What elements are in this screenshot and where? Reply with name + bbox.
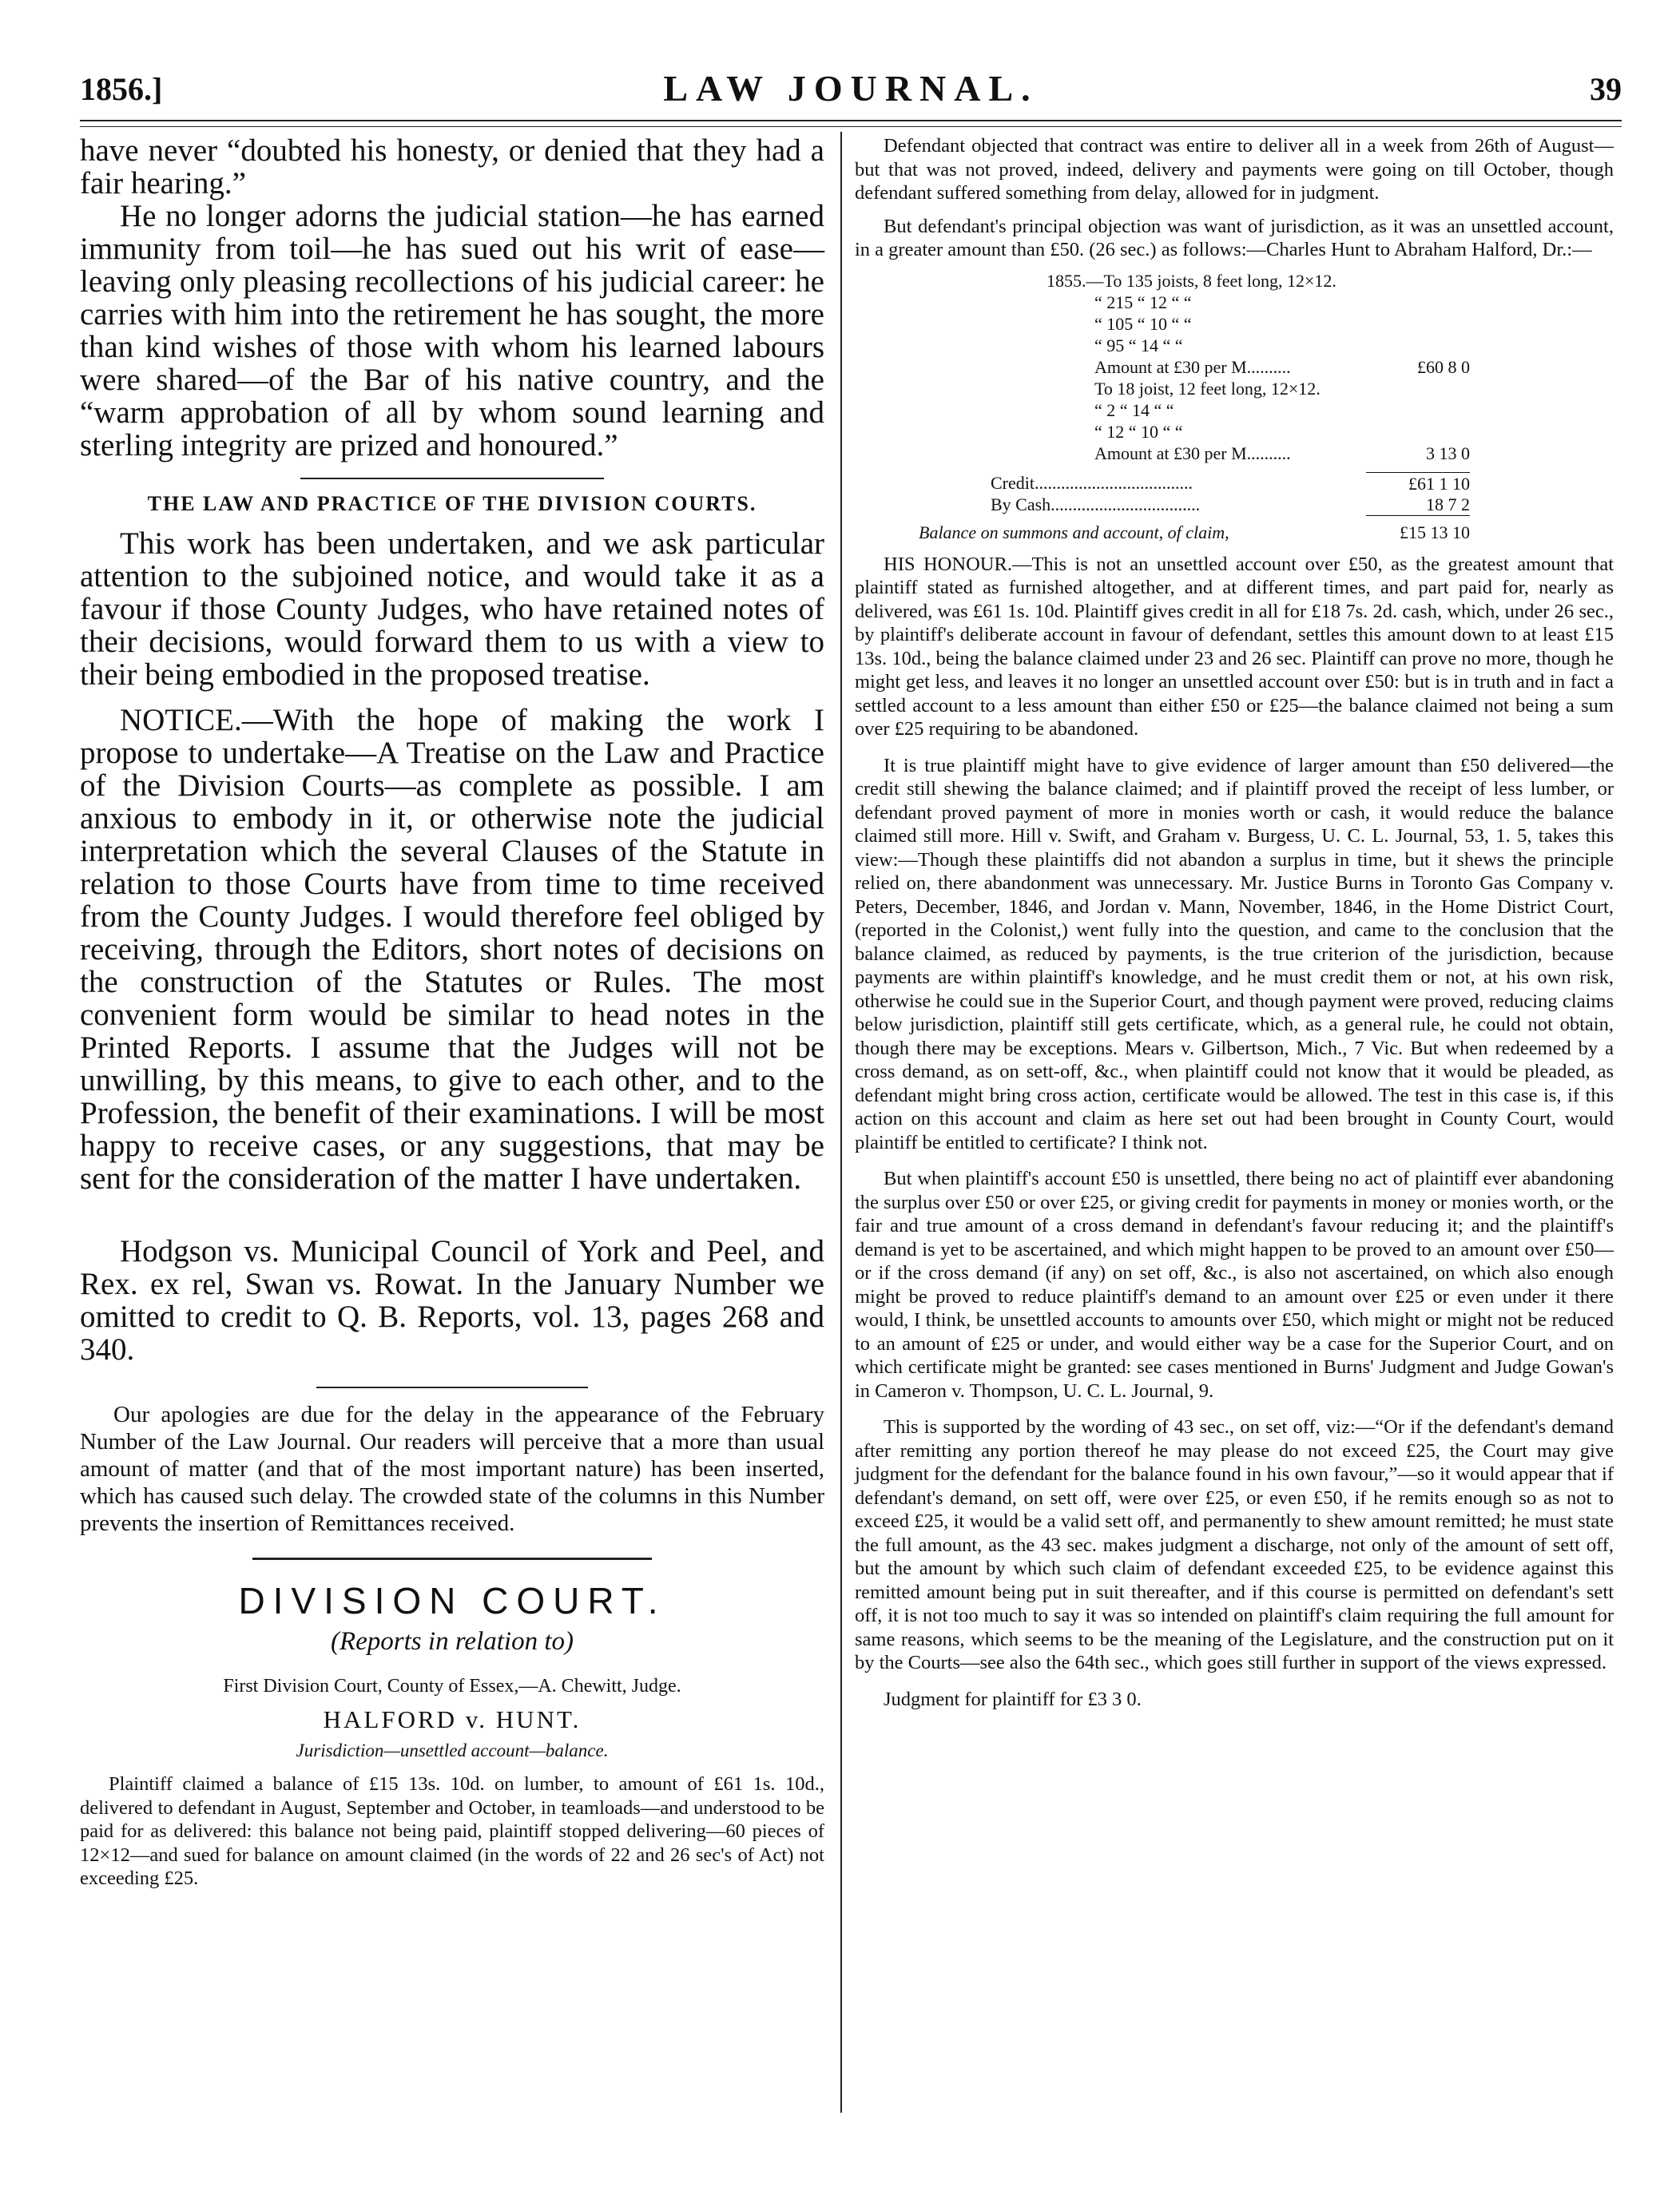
paragraph-set-off: This is supported by the wording of 43 sec., on set off, viz:—“Or if the defendant's demand after remitting any portion thereof he may please do not exceed £25, the Court may give judgment for the defendant for the balance found in his own favour,”—so it would appear that if defendant's demand, on sett off, were over £25, or even £50, if he remits enough so as not to exceed £25, it would be a valid sett off, and permanently to shew amount remitted; he must state the full amount, as the 43 sec. makes judgment a discharge, not only of the amount of sett off, but the amount by which such claim of defendant exceeded £25, to be evidence against this remitted amount being put in suit thereafter, and if this course is permitted on defendant's sett off, it is not too much to say it was so intended on plaintiff's claim requiring the full amount for same reasons, which seems to be the meaning of the Legislature, and the construction put on it by the Courts—see also the 64th sec., which goes still further in support of the views expressed. bbox=[855, 1416, 1614, 1673]
account-label: 1855.—To 135 joists, 8 feet long, 12×12. bbox=[1047, 270, 1336, 291]
account-row bbox=[855, 399, 1614, 421]
section-divider bbox=[300, 478, 604, 479]
paragraph-plaintiff-claim: Plaintiff claimed a balance of £15 13s. 10d. on lumber, to amount of £61 1s. 10d., delivered to defendant in August, September and October, in teamloads—and understood to be paid for as delivered: this balance not being paid, plaintiff stopped delivering—60 pieces of 12×12—and sued for balance on amount claimed (in the words of 22 and 26 sec's of Act) not exceeding £25. bbox=[80, 1773, 824, 1889]
treatise-text bbox=[80, 527, 824, 1195]
judgment-opinion bbox=[855, 553, 1614, 1712]
journal-title: LAW JOURNAL. bbox=[663, 68, 1039, 109]
paragraph-apologies: Our apologies are due for the delay in the appearance of the February Number of the Law Journal. Our readers will perceive that a more than usual amount of matter (and that of the most important nature) has been inserted, which has caused such delay. The crowded state of the columns in this Number prevents the insertion of Remittances received. bbox=[80, 1402, 824, 1536]
header-year: 1856.] bbox=[80, 71, 163, 107]
account-row bbox=[855, 335, 1614, 356]
header-rule-thin bbox=[80, 126, 1622, 127]
paragraph-evidence: It is true plaintiff might have to give evidence of larger amount than £50 delivered—the credit still shewing the balance claimed; and if plaintiff proved the receipt of less lumber, or defendant proved payment of more in monies worth or cash, it would reduce the balance claimed still more. Hill v. Swift, and Graham v. Burgess, U. C. L. Journal, 53, 1. 5, takes this view:—Though these plaintiffs did not abandon a surplus in time, but it shews the principle relied on, there abandonment was unnecessary. Mr. Justice Burns in Toronto Gas Company v. Peters, December, 1846, and Jordan v. Mann, November, 1846, in the Home District Court, (reported in the Colonist,) went fully into the question, and came to the conclusion that the balance claimed, as reduced by payments, is the true criterion of the jurisdiction, because payments are within plaintiff's knowledge, and he must credit them or not, at his own risk, otherwise he could sue in the Superior Court, and though payment were proved, reducing claims below jurisdiction, plaintiff still gets certificate, which, as a general rule, he could not obtain, though there may be exceptions. Mears v. Gilbertson, Mich., 7 Vic. But when redeemed by a cross demand, as on sett-off, &c., when plaintiff could not know that it would be pleaded, as defendant might bring cross action, certificate would be allowed. The test in this case is, if this action on this account and claim as here set out had been brought in County Court, would plaintiff be entitled to certificate? I think not. bbox=[855, 754, 1614, 1153]
account-row bbox=[855, 494, 1614, 515]
account-label: “ 215 “ 12 “ “ bbox=[1094, 292, 1192, 312]
account-row bbox=[855, 472, 1614, 494]
account-label: To 18 joist, 12 feet long, 12×12. bbox=[1094, 378, 1321, 399]
erratum-text bbox=[80, 1235, 824, 1366]
account-row bbox=[855, 522, 1614, 543]
account-amount: 18 7 2 bbox=[1366, 494, 1470, 516]
apology-text bbox=[80, 1401, 824, 1537]
page-number: 39 bbox=[1590, 71, 1622, 107]
case-court-line: First Division Court, County of Essex,—A. Chewitt, Judge. bbox=[223, 1676, 681, 1697]
account-row bbox=[855, 313, 1614, 335]
running-header bbox=[80, 70, 1622, 110]
account-label: Amount at £30 per M.......... bbox=[1094, 356, 1291, 377]
division-court-subtitle: (Reports in relation to) bbox=[331, 1627, 574, 1656]
header-rule bbox=[80, 120, 1622, 121]
account-row bbox=[855, 378, 1614, 399]
case-jurisdiction: Jurisdiction—unsettled account—balance. bbox=[296, 1741, 609, 1760]
case-facts bbox=[80, 1772, 824, 1891]
account-row bbox=[855, 270, 1614, 292]
account-label: “ 12 “ 10 “ “ bbox=[1094, 421, 1183, 442]
paragraph-retirement: He no longer adorns the judicial station—he has earned immunity from toil—he has sued out his writ of ease—leaving only pleasing recollections of his judicial career: he carries with him into the retirement he has sought, the more than kind wishes of those with whom his learned labours were shared—of the Bar of his native country, and the “warm approbation of all by whom sound learning and sterling integrity are prized and honoured.” bbox=[80, 199, 824, 462]
account-label: Amount at £30 per M.......... bbox=[1094, 443, 1291, 463]
account-row bbox=[855, 421, 1614, 443]
account-label: By Cash.................................. bbox=[991, 494, 1201, 514]
right-column bbox=[855, 134, 1614, 1711]
left-column bbox=[80, 134, 824, 1891]
judgment-line: Judgment for plaintiff for £3 3 0. bbox=[884, 1688, 1142, 1710]
paragraph-unsettled: But when plaintiff's account £50 is unsettled, there being no act of plaintiff ever abandoning the surplus over £50 or over £25, or giving credit for payments in money or monies worth, or the fair and true amount of a cross demand in defendant's favour reducing it; and the plaintiff's demand is yet to be ascertained, and which might happen to be proved to an amount over £50—or if the cross demand (if any) on set off, &c., is also not ascertained, on which also enough might be proved to reduce plaintiff's demand to an amount over £25 or even under it there would, I think, be unsettled accounts to amounts over £50, which might or might not be reduced to an amount of £25 or under, and would either way be a case for the Superior Court, and on which certificate might be granted: see cases mentioned in Burns' Judgment and Judge Gowan's in Cameron v. Thompson, U. C. L. Journal, 9. bbox=[855, 1168, 1614, 1402]
account-label: “ 105 “ 10 “ “ bbox=[1094, 313, 1192, 334]
account-label: Balance on summons and account, of claim, bbox=[919, 522, 1229, 542]
paragraph-honesty: have never “doubted his honesty, or denied that they had a fair hearing.” bbox=[80, 133, 824, 200]
paragraph-his-honour: HIS HONOUR.—This is not an unsettled account over £50, as the greatest amount that plaintiff stated as furnished altogether, and at different times, and part paid for, nearly as delivered, was £61 1s. 10d. Plaintiff gives credit in all for £18 7s. 2d. cash, which, under 26 sec., by plaintiff's deliberate account in favour of defendant, settles this amount down to at least £15 13s. 10d., being the balance claimed under 23 and 26 sec. Plaintiff can prove no more, though he might get less, and leaves it no longer an unsettled account over £50: but is in truth and in fact a settled account to a less amount than either £50 or £25—the balance claimed not being a sum over £25 requiring to be abandoned. bbox=[855, 553, 1614, 740]
account-table bbox=[855, 270, 1614, 543]
division-court-title: DIVISION COURT. bbox=[238, 1580, 666, 1621]
erratum-divider bbox=[316, 1387, 588, 1388]
paragraph-undertaken: This work has been undertaken, and we ask particular attention to the subjoined notice, and would take it as a favour if those County Judges, who have retained notes of their decisions, would forward them to us with a view to their being embodied in the proposed treatise. bbox=[80, 526, 824, 692]
account-label: “ 2 “ 14 “ “ bbox=[1094, 399, 1174, 420]
account-row bbox=[855, 292, 1614, 313]
judgment-text bbox=[855, 134, 1614, 262]
account-label: “ 95 “ 14 “ “ bbox=[1094, 335, 1183, 355]
editorial-text bbox=[80, 134, 824, 462]
account-row bbox=[855, 356, 1614, 378]
column-divider bbox=[840, 132, 842, 2113]
paragraph-notice: NOTICE.—With the hope of making the work I propose to undertake—A Treatise on the Law and Practice of the Division Courts—as complete as possible. I am anxious to embody in it, or otherwise note the judicial interpretation which the several Clauses of the Statute in relation to those Courts have from time to time received from the County Judges. I would therefore feel obliged by receiving, through the Editors, short notes of decisions on the construction of the Statutes or Rules. The most convenient form would be similar to head notes in the Printed Reports. I assume that the Judges will not be unwilling, by this means, to give to each other, and to the Profession, the benefit of their examinations. I will be most happy to receive cases, or any suggestions, that may be sent for the consideration of the matter I have undertaken. bbox=[80, 703, 824, 1196]
account-amount: £15 13 10 bbox=[1400, 522, 1470, 542]
paragraph-jurisdiction-objection: But defendant's principal objection was want of jurisdiction, as it was an unsettled account, in a greater amount than £50. (26 sec.) as follows:—Charles Hunt to Abraham Halford, Dr.:— bbox=[855, 215, 1614, 260]
court-divider bbox=[252, 1558, 652, 1560]
section-heading: THE LAW AND PRACTICE OF THE DIVISION COURTS. bbox=[147, 492, 757, 515]
paragraph-hodgson: Hodgson vs. Municipal Council of York and Peel, and Rex. ex rel, Swan vs. Rowat. In the January Number we omitted to credit to Q. B. Reports, vol. 13, pages 268 and 340. bbox=[80, 1234, 824, 1367]
account-amount: 3 13 0 bbox=[1426, 443, 1470, 463]
account-row bbox=[855, 443, 1614, 464]
case-name: HALFORD v. HUNT. bbox=[323, 1705, 582, 1733]
account-amount: £60 8 0 bbox=[1417, 356, 1470, 377]
account-amount: £61 1 10 bbox=[1366, 472, 1470, 494]
paragraph-defendant-objected: Defendant objected that contract was entire to deliver all in a week from 26th of August—but that was not proved, indeed, delivery and payments were going on till October, though defendant suffered something from delay, allowed for in judgment. bbox=[855, 135, 1614, 204]
account-label: Credit.................................... bbox=[991, 472, 1193, 493]
